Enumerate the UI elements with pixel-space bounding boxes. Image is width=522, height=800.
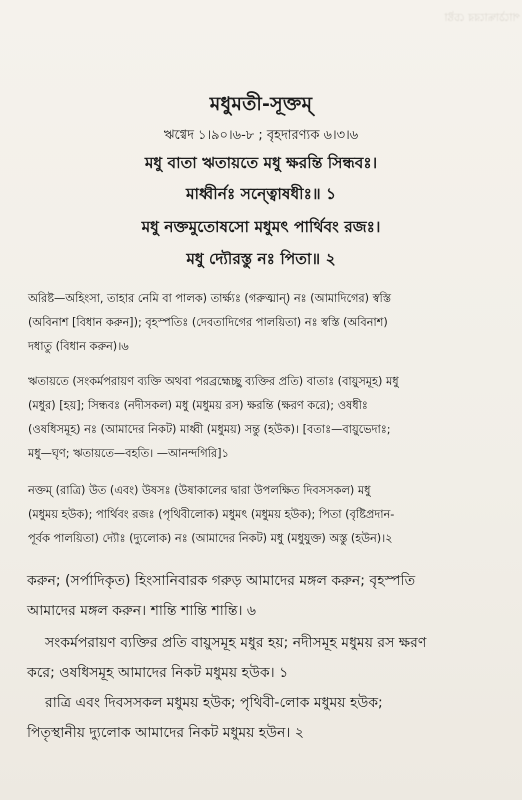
translation-block xyxy=(27,628,503,688)
gloss-line: (মধুর) [হয়]; সিন্ধবঃ (নদীসকল) মধু (মধুময় রস) ক্ষরন্তি (ক্ষরণ করে); ওষধীঃ xyxy=(28,399,368,412)
gloss-line: অরিষ্ট—অহিংসা, তাহার নেমি বা পালক) তার্ক্ষ্যঃ (গরুত্মান্) নঃ (আমাদিগের) স্বস্তি xyxy=(28,292,391,305)
page-title: মধুমতী-সূক্তম্ xyxy=(209,93,313,115)
word-gloss-block xyxy=(28,370,500,466)
verse-line: মধু দ্যৌরস্তু নঃ পিতা॥ ২ xyxy=(186,250,336,268)
translation-line: রাত্রি এবং দিবসসকল মধুময় হউক; পৃথিবী-লোক মধুময় হউক; xyxy=(45,695,383,711)
word-gloss-block xyxy=(28,479,500,551)
gloss-line: দধাতু (বিধান করুন)।৬ xyxy=(28,340,129,353)
verse-line: মধু বাতা ঋতায়তে মধু ক্ষরন্তি সিন্ধবঃ। xyxy=(144,154,378,172)
verse-line: মাধ্বীর্নঃ সন্ত্বোষধীঃ॥ ১ xyxy=(185,185,337,203)
gloss-line: (মধুময় হউক); পার্থিবং রজঃ (পৃথিবীলোক) মধুমৎ (মধুময় হউক); পিতা (বৃষ্টিপ্রদান- xyxy=(28,508,395,521)
translation-line: আমাদের মঙ্গল করুন। শান্তি শান্তি শান্তি। ৬ xyxy=(27,603,257,619)
word-gloss-block xyxy=(28,287,500,359)
translation-line: করুন; (সর্পাদিকৃত) হিংসানিবারক গরুড় আমাদের মঙ্গল করুন; বৃহস্পতি xyxy=(27,573,416,589)
gloss-line: ঋতায়তে (সংকর্মপরায়ণ ব্যক্তি অথবা পরব্রহ্মেচ্ছু ব্যক্তির প্রতি) বাতাঃ (বায়ুসমূহ) মধু xyxy=(28,375,399,388)
translation-block xyxy=(27,688,503,748)
source-reference: ঋগ্বেদ ১।৯০।৬-৮ ; বৃহদারণ্যক ৬।৩।৬ xyxy=(163,128,359,143)
gloss-line: পূর্বক পালয়িতা) দ্যৌঃ (দ্যুলোক) নঃ (আমাদের নিকট) মধু (মধুযুক্ত) অস্তু (হউন)।২ xyxy=(28,532,393,545)
gloss-line: (অবিনাশ [বিধান করুন]); বৃহস্পতিঃ (দেবতাদিগের পালয়িতা) নঃ স্বস্তি (অবিনাশ) xyxy=(28,316,388,329)
translation-line: সংকর্মপরায়ণ ব্যক্তির প্রতি বায়ুসমূহ মধুর হয়; নদীসমূহ মধুময় রস ক্ষরণ xyxy=(45,635,427,651)
translation-line: পিতৃস্থানীয় দ্যুলোক আমাদের নিকট মধুময় হউন। ২ xyxy=(27,725,304,741)
translation-block xyxy=(27,566,503,626)
bleed-line: পাঠোদ্ধারের চেষ্টা xyxy=(444,11,520,24)
gloss-line: (ওষধিসমূহ) নঃ (আমাদের নিকট) মাধ্বী (মধুময়) সন্তু (হউক)। [বতাঃ—বায়ুভেদাঃ; xyxy=(28,423,391,436)
gloss-line: মধু—ঘৃণ; ঋতায়তে—বহতি। —আনন্দগিরি]১ xyxy=(28,447,229,460)
verse-line: মধু নক্তমুতোষসো মধুমৎ পার্থিবং রজঃ। xyxy=(141,218,381,236)
translation-line: করে; ওষধিসমূহ আমাদের নিকট মধুময় হউক। ১ xyxy=(27,665,289,681)
gloss-line: নক্তম্ (রাত্রি) উত (এবং) উষসঃ (উষাকালের দ্বারা উপলক্ষিত দিবসসকল) মধু xyxy=(28,484,371,497)
